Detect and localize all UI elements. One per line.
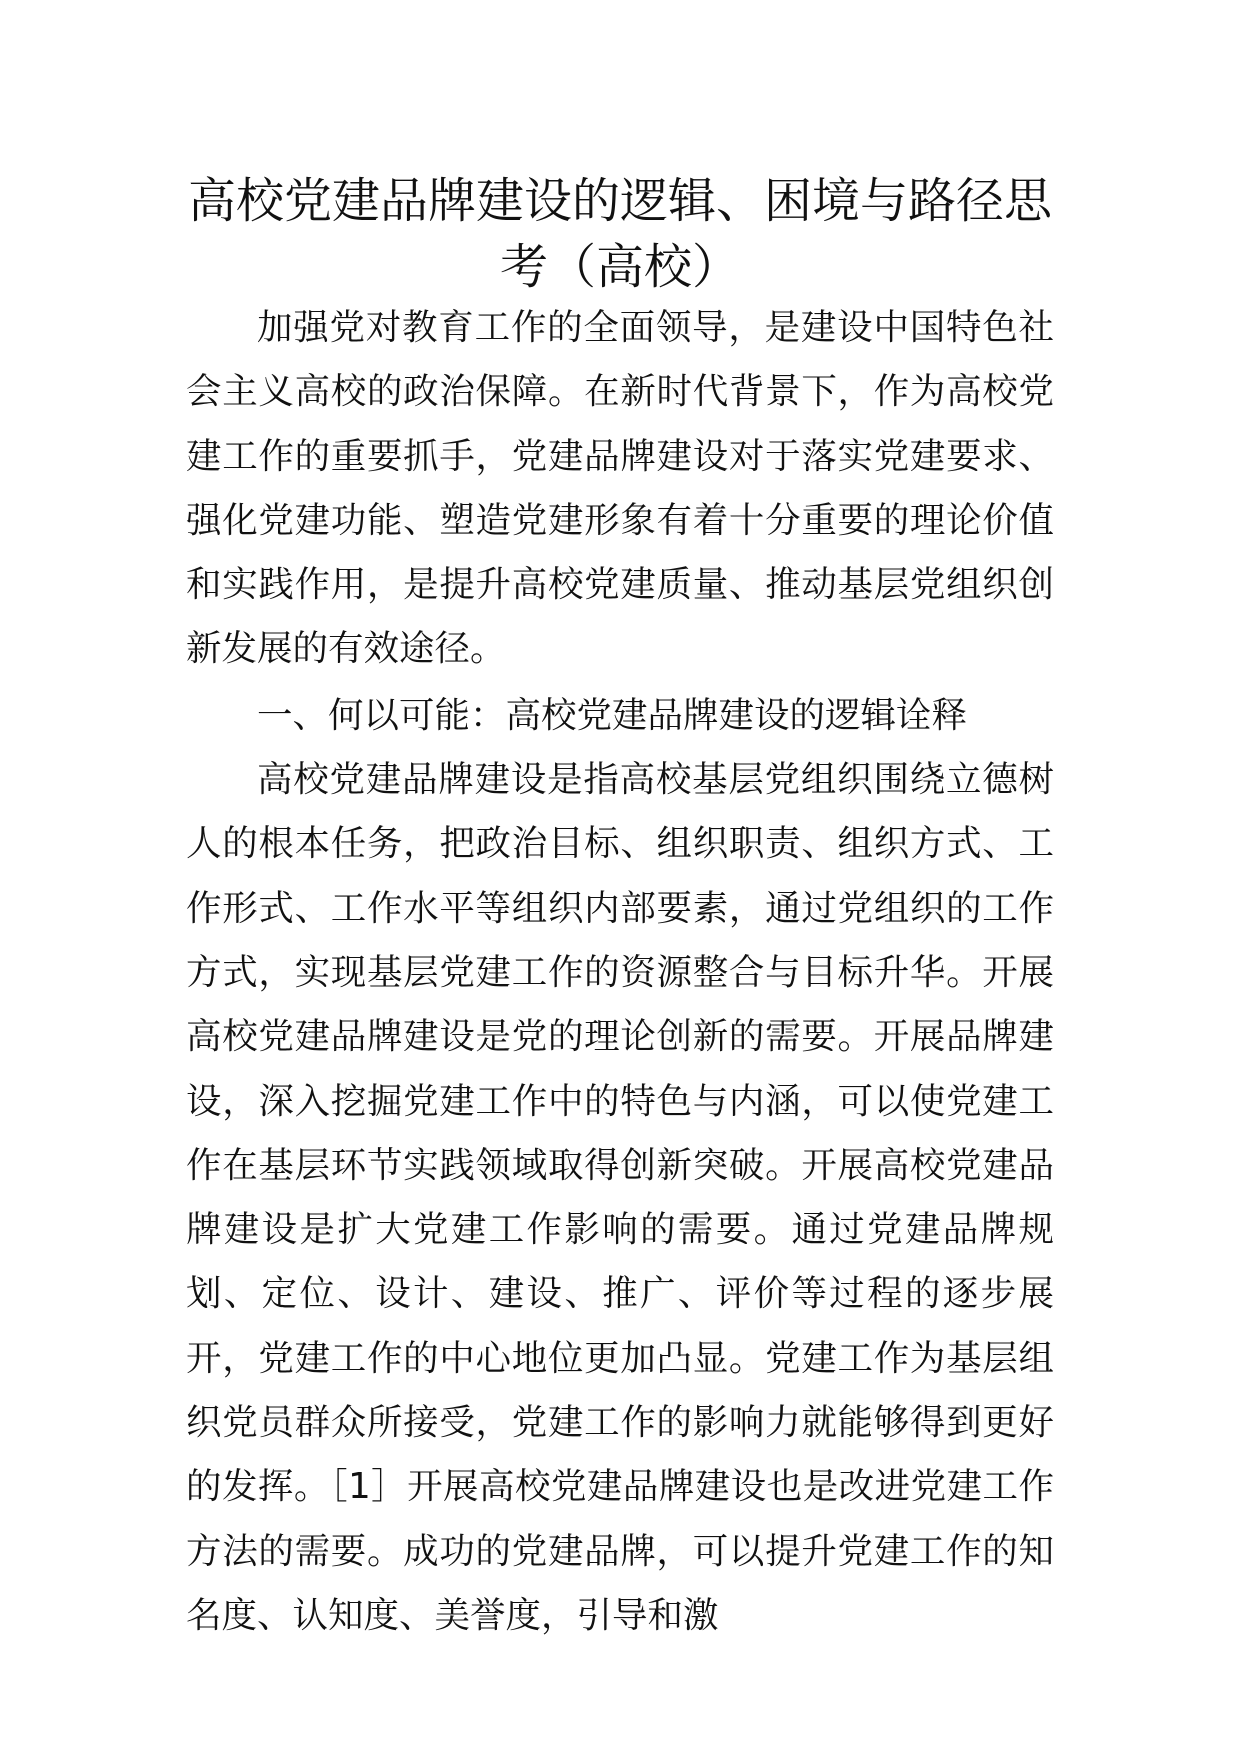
section-paragraph: 高校党建品牌建设是指高校基层党组织围绕立德树人的根本任务，把政治目标、组织职责、组织方式、工作形式、工作水平等组织内部要素，通过党组织的工作方式，实现基层党建工作的资源整合与目标升华。开展高校党建品牌建设是党的理论创新的需要。开展品牌建设，深入挖掘党建工作中的特色与内涵，可以使党建工作在基层环节实践领域取得创新突破。开展高校党建品牌建设是扩大党建工作影响的需要。通过党建品牌规划、定位、设计、建设、推广、评价等过程的逐步展开，党建工作的中心地位更加凸显。党建工作为基层组织党员群众所接受，党建工作的影响力就能够得到更好的发挥。［1］开展高校党建品牌建设也是改进党建工作方法的需要。成功的党建品牌，可以提升党建工作的知名度、认知度、美誉度，引导和激 [186,759,1054,1636]
intro-paragraph: 加强党对教育工作的全面领导，是建设中国特色社会主义高校的政治保障。在新时代背景下，作为高校党建工作的重要抓手，党建品牌建设对于落实党建要求、强化党建功能、塑造党建形象有着十分重要的理论价值和实践作用，是提升高校党建质量、推动基层党组织创新发展的有效途径。 [186,307,1054,670]
document-title: 高校党建品牌建设的逻辑、困境与路径思考（高校） [187,173,1052,295]
section-heading: 一、何以可能：高校党建品牌建设的逻辑诠释 [257,694,968,736]
document-body [186,296,1054,1648]
